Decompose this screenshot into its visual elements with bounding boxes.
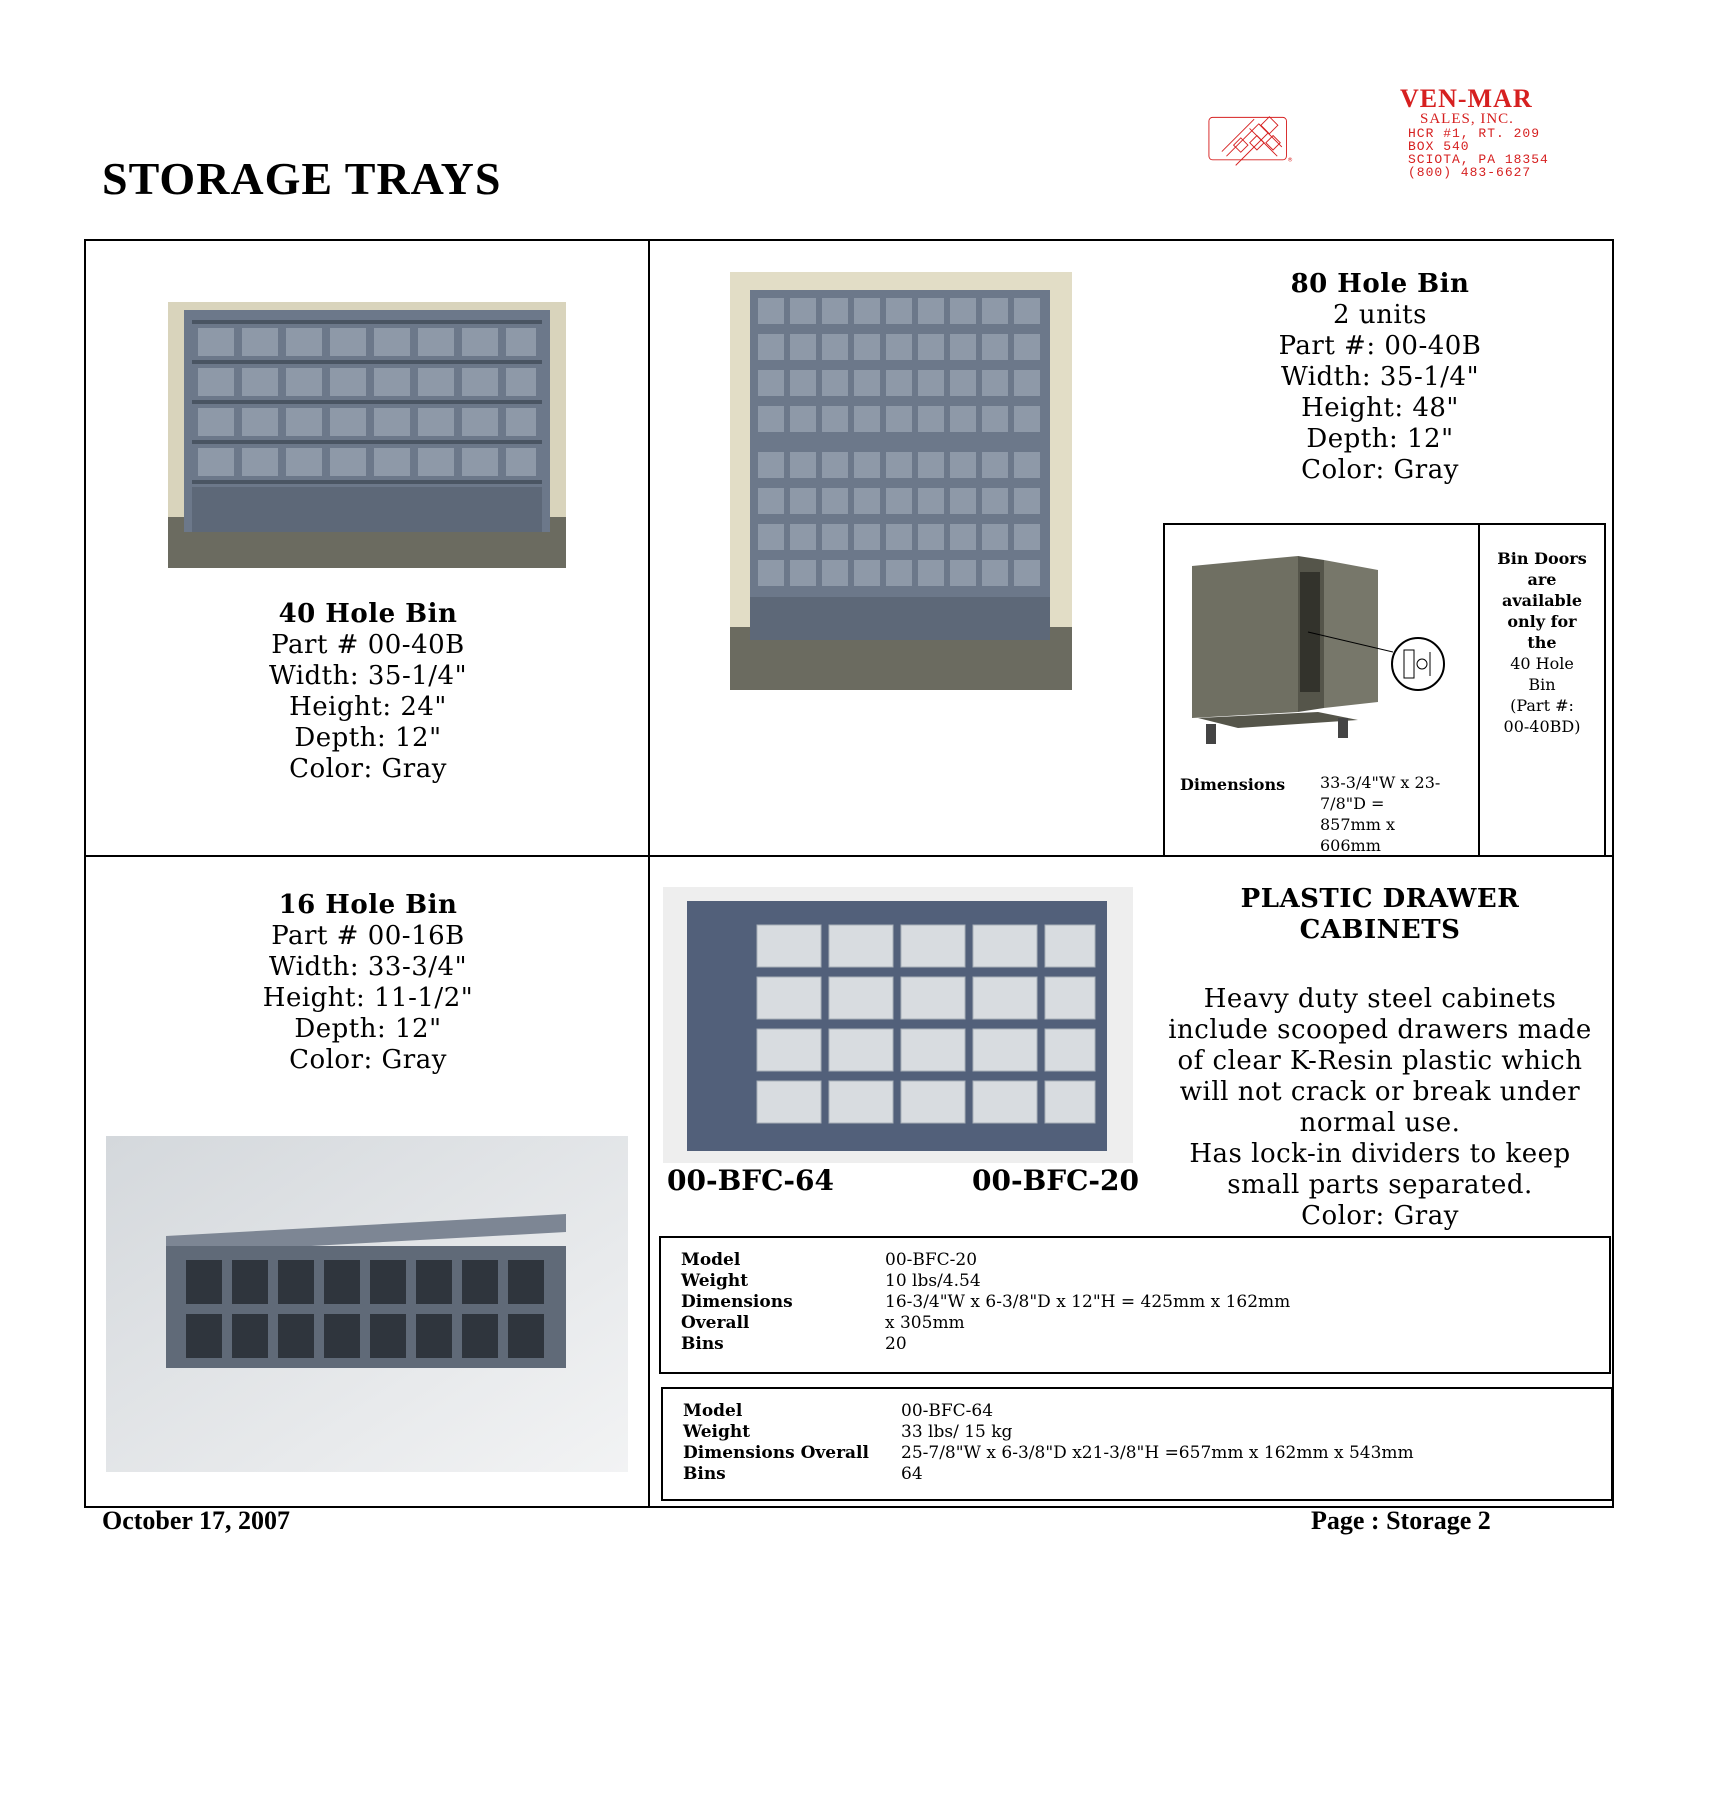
ven-mar-logo-icon (1208, 88, 1388, 192)
logo-address-line: HCR #1, RT. 209 (1408, 126, 1541, 141)
table-row (683, 1464, 1414, 1485)
bin80-spec-line: Width: 35-1/4" (1280, 362, 1480, 392)
spec-table-bfc20 (659, 1236, 1611, 1374)
bin-door-note-line: Bin Doors (1497, 549, 1587, 568)
plastic-heading-line: CABINETS (1299, 915, 1461, 945)
footer-page: Page : Storage 2 (1311, 1506, 1491, 1535)
table-key: Model (683, 1401, 743, 1421)
table-key: Bins (683, 1464, 726, 1484)
bin40-spec (168, 599, 568, 785)
table-value: 10 lbs/4.54 (885, 1271, 981, 1291)
bin40-spec-line: Width: 35-1/4" (268, 661, 468, 691)
bin-door-dimensions-label: Dimensions (1180, 775, 1286, 794)
table-key: Model (681, 1250, 741, 1270)
plastic-description-line: of clear K-Resin plastic which (1177, 1046, 1583, 1076)
logo-text (1400, 86, 1549, 179)
bin40-spec-line: Color: Gray (289, 754, 447, 784)
bin40-photo (168, 302, 566, 568)
table-value: 00-BFC-20 (885, 1250, 978, 1270)
plastic-description (1160, 984, 1600, 1232)
plastic-description-line: normal use. (1299, 1108, 1461, 1138)
table-value: 00-BFC-64 (901, 1401, 994, 1421)
bin-door-note-line: 00-40BD) (1503, 717, 1581, 736)
logo-address-line: SCIOTA, PA 18354 (1408, 152, 1549, 167)
bin16-spec-line: Height: 11-1/2" (262, 983, 474, 1013)
plastic-cabinet-photo (663, 887, 1133, 1163)
table-value: 20 (885, 1334, 907, 1354)
bin16-spec-line: Color: Gray (289, 1045, 447, 1075)
bin16-spec-line: Part # 00-16B (271, 921, 465, 951)
table-key: Bins (681, 1334, 724, 1354)
table-row (681, 1313, 1290, 1334)
table-value: 64 (901, 1464, 923, 1484)
table-key: Dimensions Overall (683, 1443, 869, 1463)
bin-door-dimensions-line: 7/8"D = (1320, 794, 1385, 813)
table-row (681, 1250, 1290, 1271)
model-label-bfc20: 00-BFC-20 (972, 1164, 1140, 1197)
table-row (681, 1292, 1290, 1313)
bin-door-note (1484, 548, 1600, 737)
grid-divider-vertical (648, 239, 650, 1508)
bin-door-note-line: are (1527, 570, 1557, 589)
table-row (683, 1422, 1414, 1443)
table-row (683, 1443, 1414, 1464)
spec-table-bfc64 (661, 1387, 1613, 1501)
bin-door-dimensions-line: 33-3/4"W x 23- (1320, 773, 1441, 792)
logo-company-name: VEN-MAR (1400, 84, 1533, 113)
bin16-spec-line: Depth: 12" (294, 1014, 442, 1044)
bin40-spec-line: Part # 00-40B (271, 630, 465, 660)
bin-door-note-line: the (1527, 633, 1557, 652)
plastic-description-line: include scooped drawers made (1168, 1015, 1592, 1045)
footer-date: October 17, 2007 (102, 1506, 290, 1535)
bin16-photo (106, 1136, 628, 1472)
svg-text:®: ® (1287, 157, 1293, 164)
table-key: Weight (681, 1271, 749, 1291)
plastic-description-line: Has lock-in dividers to keep (1189, 1139, 1571, 1169)
bin16-spec (168, 890, 568, 1076)
table-value: 16-3/4"W x 6-3/8"D x 12"H = 425mm x 162mm (885, 1292, 1291, 1312)
table-value: x 305mm (885, 1313, 965, 1333)
plastic-description-line: Color: Gray (1301, 1201, 1459, 1231)
bin40-spec-line: Height: 24" (289, 692, 447, 722)
plastic-description-line: will not crack or break under (1179, 1077, 1581, 1107)
bin80-name: 80 Hole Bin (1290, 269, 1470, 299)
bin16-name: 16 Hole Bin (278, 890, 458, 920)
bin-door-note-line: only for (1507, 612, 1577, 631)
model-label-bfc64: 00-BFC-64 (667, 1164, 835, 1197)
table-key: Dimensions (681, 1292, 793, 1312)
bin-door-note-line: Bin (1528, 675, 1556, 694)
bin16-spec-line: Width: 33-3/4" (268, 952, 468, 982)
page-title: STORAGE TRAYS (102, 153, 502, 204)
logo-subtitle: SALES, INC. (1420, 111, 1514, 127)
bin80-photo (730, 272, 1072, 690)
bin80-spec-line: 2 units (1333, 300, 1427, 330)
bin40-spec-line: Depth: 12" (294, 723, 442, 753)
table-row (681, 1334, 1290, 1355)
table-value: 25-7/8"W x 6-3/8"D x21-3/8"H =657mm x 162mm x 543mm (901, 1443, 1414, 1463)
bin-door-dimensions-line: 606mm (1320, 836, 1381, 855)
bin80-spec (1180, 269, 1580, 486)
bin-door-divider (1478, 523, 1480, 857)
bin80-spec-line: Color: Gray (1301, 455, 1459, 485)
bin-door-dimensions-value (1320, 772, 1470, 856)
plastic-heading (1160, 884, 1600, 946)
bin80-spec-line: Depth: 12" (1306, 424, 1454, 454)
bin-door-note-line: 40 Hole (1510, 654, 1574, 673)
table-key: Overall (681, 1313, 750, 1333)
bin80-spec-line: Part #: 00-40B (1278, 331, 1482, 361)
bin-door-note-line: (Part #: (1510, 696, 1574, 715)
logo-address-line: BOX 540 (1408, 139, 1470, 154)
table-value: 33 lbs/ 15 kg (901, 1422, 1013, 1442)
bin40-name: 40 Hole Bin (278, 599, 458, 629)
plastic-description-line: Heavy duty steel cabinets (1203, 984, 1557, 1014)
bin-door-illustration (1178, 552, 1468, 752)
plastic-heading-line: PLASTIC DRAWER (1240, 884, 1520, 914)
plastic-description-line: small parts separated. (1227, 1170, 1533, 1200)
logo-address-line: (800) 483-6627 (1408, 165, 1532, 180)
table-key: Weight (683, 1422, 751, 1442)
table-row (683, 1401, 1414, 1422)
bin-door-dimensions-line: 857mm x (1320, 815, 1395, 834)
bin-door-note-line: available (1502, 591, 1582, 610)
bin80-spec-line: Height: 48" (1301, 393, 1459, 423)
table-row (681, 1271, 1290, 1292)
